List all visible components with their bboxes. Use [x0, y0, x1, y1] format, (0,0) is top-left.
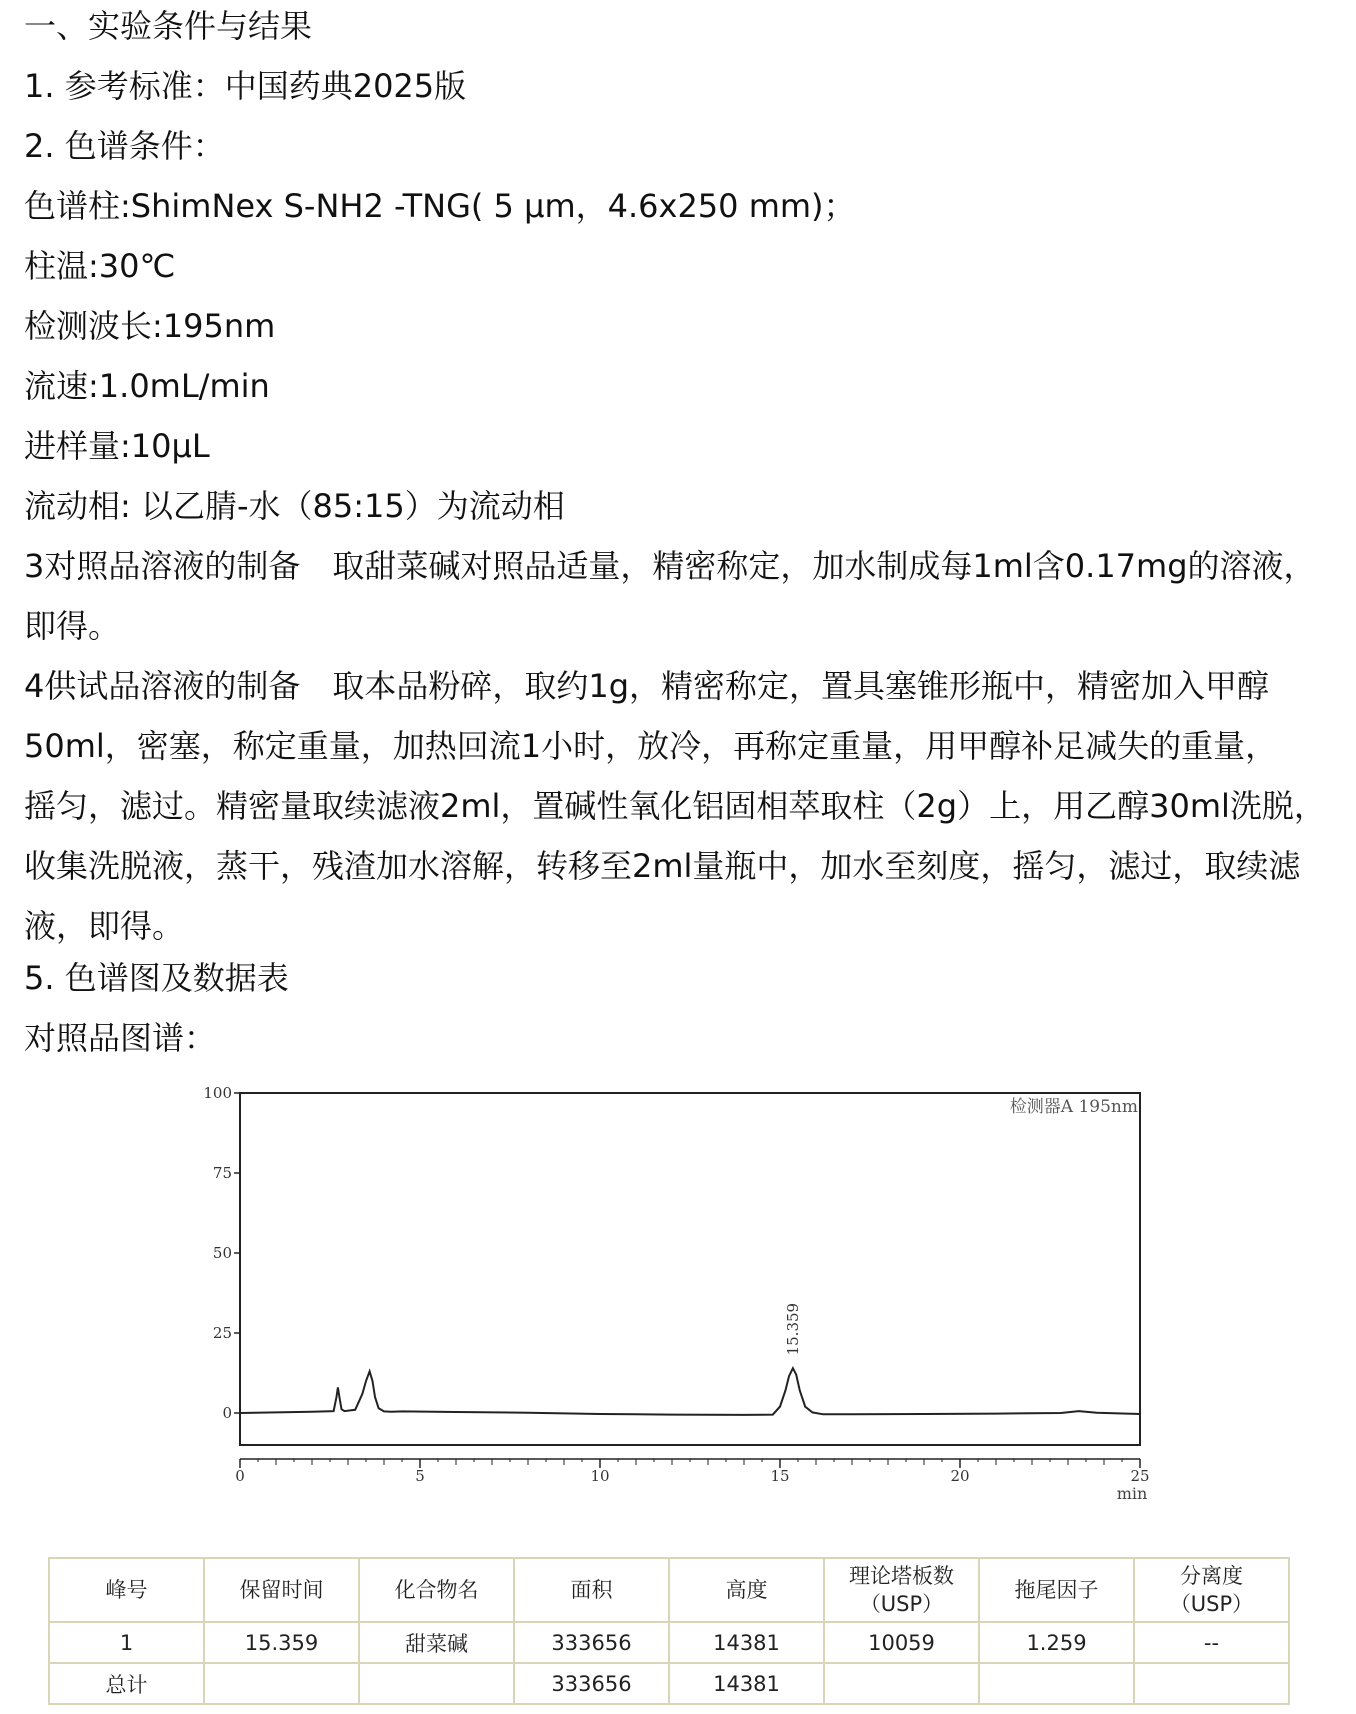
flow-rate: 流速:1.0mL/min [24, 367, 270, 405]
header-resolution: 分离度 （USP） [1134, 1558, 1289, 1622]
table-cell [979, 1663, 1134, 1704]
y-tick-label: 25 [212, 1324, 232, 1342]
column-spec: 色谱柱:ShimNex S-NH2 -TNG( 5 μm，4.6x250 mm)； [24, 187, 856, 225]
header-peak-no: 峰号 [49, 1558, 204, 1622]
sample-prep-line-3: 摇匀，滤过。精密量取续滤液2ml，置碱性氧化铝固相萃取柱（2g）上，用乙醇30ml洗脱， [24, 787, 1326, 825]
peak-data-table [48, 1557, 1290, 1705]
table-cell [824, 1663, 979, 1704]
x-tick-label: 10 [590, 1467, 610, 1485]
x-tick-label: 15 [770, 1467, 790, 1485]
table-cell [359, 1663, 514, 1704]
reference-prep-line-2: 即得。 [24, 607, 121, 645]
x-axis-unit-label: min [1116, 1484, 1148, 1503]
detector-label: 检测器A 195nm [1009, 1097, 1138, 1117]
sample-prep-line-1: 4供试品溶液的制备 取本品粉碎，取约1g，精密称定，置具塞锥形瓶中，精密加入甲醇 [24, 667, 1270, 705]
section-heading: 一、实验条件与结果 [24, 7, 313, 45]
table-cell: 10059 [824, 1622, 979, 1663]
y-tick-label: 100 [203, 1084, 232, 1102]
y-tick-label: 50 [212, 1244, 232, 1262]
header-tailing-factor: 拖尾因子 [979, 1558, 1134, 1622]
table-cell: 333656 [514, 1663, 669, 1704]
mobile-phase: 流动相: 以乙腈-水（85:15）为流动相 [24, 487, 565, 525]
table-cell: 15.359 [204, 1622, 359, 1663]
table-cell [1134, 1663, 1289, 1704]
chromatogram-chart [190, 1083, 1170, 1533]
reference-prep-line-1: 3对照品溶液的制备 取甜菜碱对照品适量，精密称定，加水制成每1ml含0.17mg的溶液， [24, 547, 1316, 585]
header-compound-name: 化合物名 [359, 1558, 514, 1622]
table-cell: 甜菜碱 [359, 1622, 514, 1663]
table-cell: 总计 [49, 1663, 204, 1704]
detection-wavelength: 检测波长:195nm [24, 307, 276, 345]
y-tick-label: 0 [222, 1404, 232, 1422]
column-temperature: 柱温:30℃ [24, 247, 176, 285]
x-axis [235, 1459, 1149, 1485]
table-cell: 333656 [514, 1622, 669, 1663]
y-tick-label: 75 [212, 1164, 232, 1182]
header-height: 高度 [669, 1558, 824, 1622]
table-cell: 1 [49, 1622, 204, 1663]
chromatogram-trace [240, 1368, 1140, 1415]
chromatogram-title: 5. 色谱图及数据表 [24, 959, 289, 997]
reference-standard: 1. 参考标准：中国药典2025版 [24, 67, 467, 105]
x-tick-label: 0 [235, 1467, 245, 1485]
conditions-title: 2. 色谱条件： [24, 127, 225, 165]
chromatogram-svg [190, 1083, 1170, 1533]
table-total-row [49, 1663, 1289, 1704]
table-cell: -- [1134, 1622, 1289, 1663]
table-cell: 14381 [669, 1663, 824, 1704]
y-axis [203, 1084, 240, 1422]
header-area: 面积 [514, 1558, 669, 1622]
peak-label: 15.359 [783, 1302, 802, 1356]
table-cell [204, 1663, 359, 1704]
table-row [49, 1622, 1289, 1663]
sample-prep-line-5: 液，即得。 [24, 907, 185, 945]
header-theoretical-plates: 理论塔板数 （USP） [824, 1558, 979, 1622]
x-tick-label: 25 [1130, 1467, 1150, 1485]
injection-volume: 进样量:10μL [24, 427, 210, 465]
table-header-row [49, 1558, 1289, 1622]
x-tick-label: 20 [950, 1467, 970, 1485]
header-retention-time: 保留时间 [204, 1558, 359, 1622]
table-cell: 1.259 [979, 1622, 1134, 1663]
sample-prep-line-2: 50ml，密塞，称定重量，加热回流1小时，放冷，再称定重量，用甲醇补足减失的重量， [24, 727, 1278, 765]
sample-prep-line-4: 收集洗脱液，蒸干，残渣加水溶解，转移至2ml量瓶中，加水至刻度，摇匀，滤过，取续滤 [24, 847, 1301, 885]
reference-chromatogram-label: 对照品图谱： [24, 1019, 217, 1057]
table-cell: 14381 [669, 1622, 824, 1663]
x-tick-label: 5 [415, 1467, 425, 1485]
